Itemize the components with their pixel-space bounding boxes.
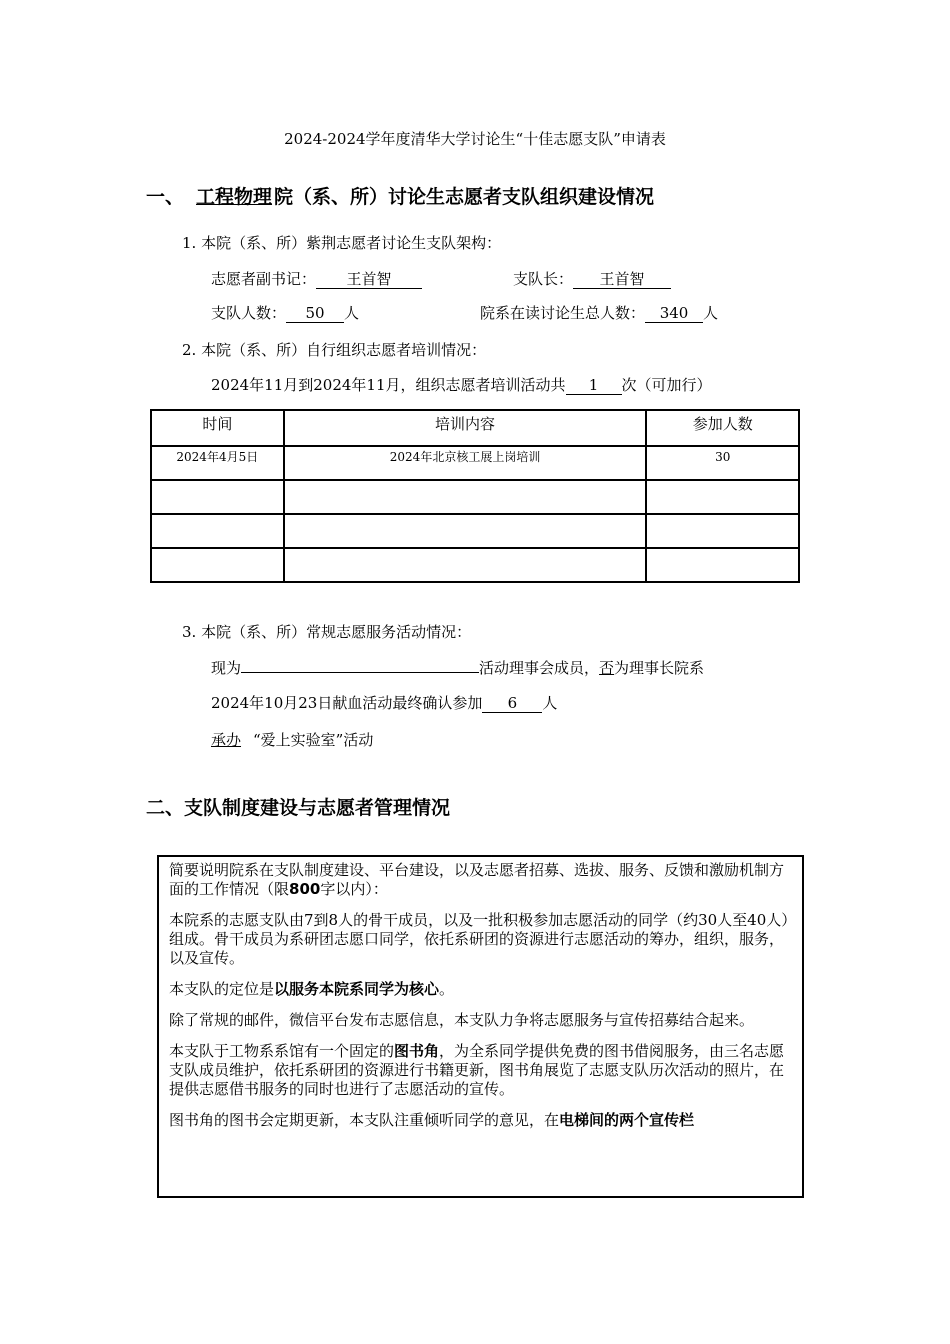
leader-label: 支队长： — [513, 270, 574, 288]
management-description-box — [157, 855, 804, 1198]
members-row — [211, 302, 359, 323]
positioning-core: 以服务本院系同学为核心 — [274, 980, 440, 998]
training-table — [150, 409, 800, 583]
blood-donation-text: 2024年10月23日献血活动最终确认参加 — [211, 694, 483, 712]
host-activity-line — [211, 729, 373, 750]
cell-time — [151, 480, 284, 514]
deputy-row — [211, 268, 422, 289]
box-intro — [169, 861, 792, 899]
cell-count — [646, 480, 799, 514]
box-paragraph-positioning — [169, 980, 792, 999]
table-row — [151, 548, 799, 582]
positioning-a: 本支队的定位是 — [169, 980, 275, 998]
section1-prefix: 一、 — [146, 186, 185, 208]
cell-time — [151, 548, 284, 582]
cell-content — [284, 480, 647, 514]
total-row — [480, 302, 718, 323]
council-prefix: 现为 — [211, 659, 242, 677]
box-paragraph-publicity: 除了常规的邮件，微信平台发布志愿信息，本支队力争将志愿服务与宣传招募结合起来。 — [169, 1011, 755, 1029]
cell-time — [151, 514, 284, 548]
training-count: 1 — [566, 377, 622, 395]
training-table-header — [151, 410, 799, 446]
box-paragraph-updates — [169, 1111, 792, 1130]
deputy-label: 志愿者副书记： — [211, 270, 317, 288]
cell-content: 2024年北京核工展上岗培训 — [284, 446, 647, 480]
box-intro-b: 字以内）： — [320, 880, 388, 898]
leader-row — [513, 268, 671, 289]
section1-dept: 工程物理 — [196, 186, 273, 208]
section1-title: 院（系、所）讨论生志愿者支队组织建设情况 — [274, 186, 655, 208]
council-mid: 活动理事会成员， — [479, 659, 600, 677]
header-content: 培训内容 — [284, 410, 647, 446]
table-row — [151, 480, 799, 514]
training-period — [211, 374, 712, 395]
deputy-value: 王首智 — [316, 271, 422, 289]
council-blank — [241, 672, 479, 673]
positioning-c: 。 — [439, 980, 455, 998]
blood-donation-unit: 人 — [542, 694, 558, 712]
blood-donation-count: 6 — [482, 695, 542, 713]
cell-count: 30 — [646, 446, 799, 480]
item1-label: 1. 本院（系、所）紫荆志愿者讨论生支队架构： — [182, 234, 502, 252]
section2-heading: 二、支队制度建设与志愿者管理情况 — [146, 797, 451, 819]
council-suffix: 为理事长院系 — [614, 659, 705, 677]
item2-label: 2. 本院（系、所）自行组织志愿者培训情况： — [182, 341, 487, 359]
table-row — [151, 514, 799, 548]
box-paragraph-team: 本院系的志愿支队由7到8人的骨干成员，以及一批积极参加志愿活动的同学（约30人至40人）组成。骨干成员为系研团志愿口同学，依托系研团的资源进行志愿活动的筹办，组织，服务，以及宣传。 — [169, 911, 789, 967]
council-line — [211, 657, 704, 678]
leader-value: 王首智 — [573, 271, 671, 289]
box-paragraph-book-corner — [169, 1042, 792, 1099]
training-count-suffix: 次（可加行） — [621, 376, 712, 394]
members-value: 50 — [286, 305, 344, 323]
host-activity-name: “爱上实验室”活动 — [253, 731, 374, 749]
total-value: 340 — [645, 305, 703, 323]
members-unit: 人 — [344, 304, 360, 322]
training-period-text: 2024年11月到2024年11月，组织志愿者培训活动共 — [211, 376, 566, 394]
box-intro-num: 800 — [289, 880, 321, 898]
members-label: 支队人数： — [211, 304, 287, 322]
book-corner-name: 图书角 — [394, 1042, 440, 1060]
updates-a: 图书角的图书会定期更新，本支队注重倾听同学的意见，在 — [169, 1111, 560, 1129]
council-negation: 否 — [599, 659, 615, 677]
cell-content — [284, 514, 647, 548]
header-count: 参加人数 — [646, 410, 799, 446]
cell-time: 2024年4月5日 — [151, 446, 284, 480]
book-corner-c: ，为全系同学提供免费的图书借阅服务，由三名志愿支队成员维护，依托系研团的资源进行书籍更新，图书角展览了志愿支队历次活动的照片，在提供志愿借书服务的同时也进行了志愿活动的宣传。 — [169, 1042, 785, 1098]
book-corner-a: 本支队于工物系系馆有一个固定的 — [169, 1042, 395, 1060]
cell-count — [646, 548, 799, 582]
host-word: 承办 — [211, 731, 242, 749]
cell-content — [284, 548, 647, 582]
item3-label: 3. 本院（系、所）常规志愿服务活动情况： — [182, 623, 472, 641]
box-intro-a: 简要说明院系在支队制度建设、平台建设，以及志愿者招募、选拔、服务、反馈和激励机制方面的工作情况（限 — [169, 861, 785, 898]
total-unit: 人 — [703, 304, 719, 322]
total-label: 院系在读讨论生总人数： — [480, 304, 646, 322]
table-row — [151, 446, 799, 480]
section1-heading — [146, 182, 654, 209]
blood-donation-line — [211, 692, 557, 713]
updates-bulletin: 电梯间的两个宣传栏 — [559, 1111, 695, 1129]
header-time: 时间 — [151, 410, 284, 446]
cell-count — [646, 514, 799, 548]
document-title: 2024-2024学年度清华大学讨论生“十佳志愿支队”申请表 — [284, 130, 666, 148]
